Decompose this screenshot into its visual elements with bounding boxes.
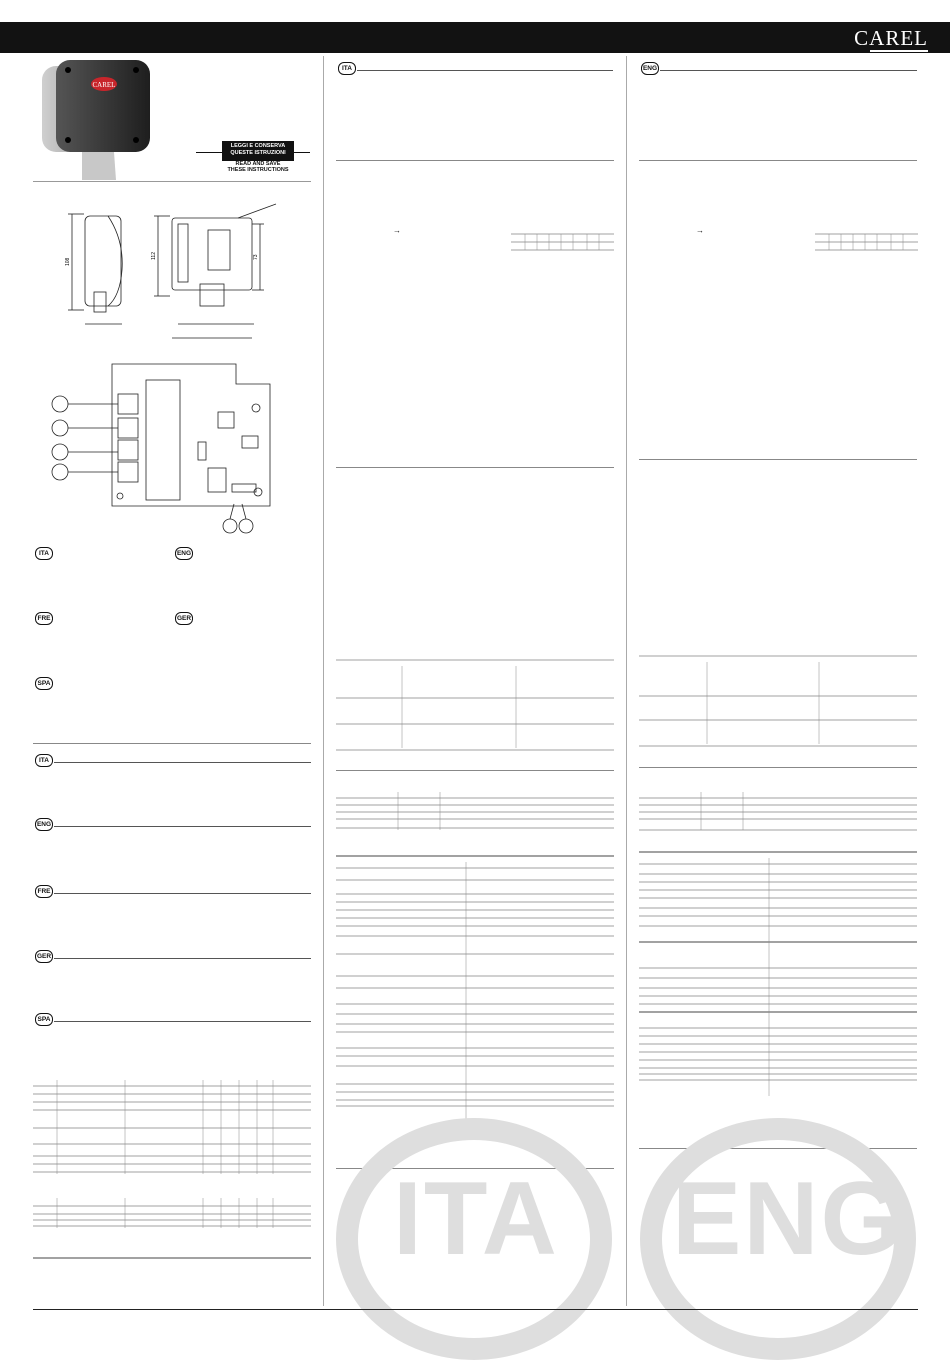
dim-label-108: 108 — [65, 257, 71, 266]
spec-table-ita-1 — [336, 656, 614, 756]
lang-badge-ita: ITA — [35, 547, 53, 560]
lang-badge-spa: SPA — [35, 677, 53, 690]
col-badge-ita: ITA — [338, 62, 356, 75]
spec-table-eng-1 — [639, 654, 917, 754]
dimension-drawing — [60, 200, 290, 340]
footer-rule — [33, 1309, 918, 1310]
notice-line-3: READ AND SAVE — [235, 161, 281, 167]
lang-badge-ger: GER — [175, 612, 193, 625]
notice-line-1: LEGGI E CONSERVA — [230, 143, 286, 149]
svg-text:CAREL: CAREL — [92, 81, 116, 89]
mini-table-eng — [815, 232, 918, 252]
arrow-ita: → — [393, 226, 401, 235]
column-divider-2 — [626, 56, 627, 1306]
lang-badge-eng: ENG — [175, 547, 193, 560]
watermark-ita: ITA — [393, 1161, 559, 1277]
header-bar — [0, 22, 950, 53]
code-table-left — [33, 1078, 311, 1264]
notice-line-4: THESE INSTRUCTIONS — [227, 167, 289, 173]
watermark-eng: ENG — [672, 1161, 904, 1277]
col-badge-eng: ENG — [641, 62, 659, 75]
section-badge-ger: GER — [35, 950, 53, 963]
section-badge-eng: ENG — [35, 818, 53, 831]
column-divider-1 — [323, 56, 324, 1306]
wiring-diagram — [48, 360, 278, 536]
read-instructions-notice-en — [222, 161, 294, 174]
dim-label-73: 73 — [253, 254, 259, 260]
notice-arrow-left — [196, 152, 222, 153]
spec-table-ita-2 — [336, 790, 614, 830]
spec-table-eng-2 — [639, 790, 917, 834]
section-badge-spa: SPA — [35, 1013, 53, 1026]
logo-underline — [870, 50, 928, 52]
section-badge-ita: ITA — [35, 754, 53, 767]
mini-table-ita — [511, 232, 614, 252]
tech-data-table-ita — [336, 854, 614, 1126]
notice-line-2: QUESTE ISTRUZIONI — [230, 150, 286, 156]
dim-label-112: 112 — [151, 252, 157, 260]
arrow-eng: → — [696, 226, 704, 235]
product-photo — [36, 56, 156, 180]
lang-badge-fre: FRE — [35, 612, 53, 625]
carel-logo: CAREL — [854, 26, 928, 50]
section-badge-fre: FRE — [35, 885, 53, 898]
notice-arrow-right — [294, 152, 310, 153]
tech-data-table-eng — [639, 850, 917, 1100]
